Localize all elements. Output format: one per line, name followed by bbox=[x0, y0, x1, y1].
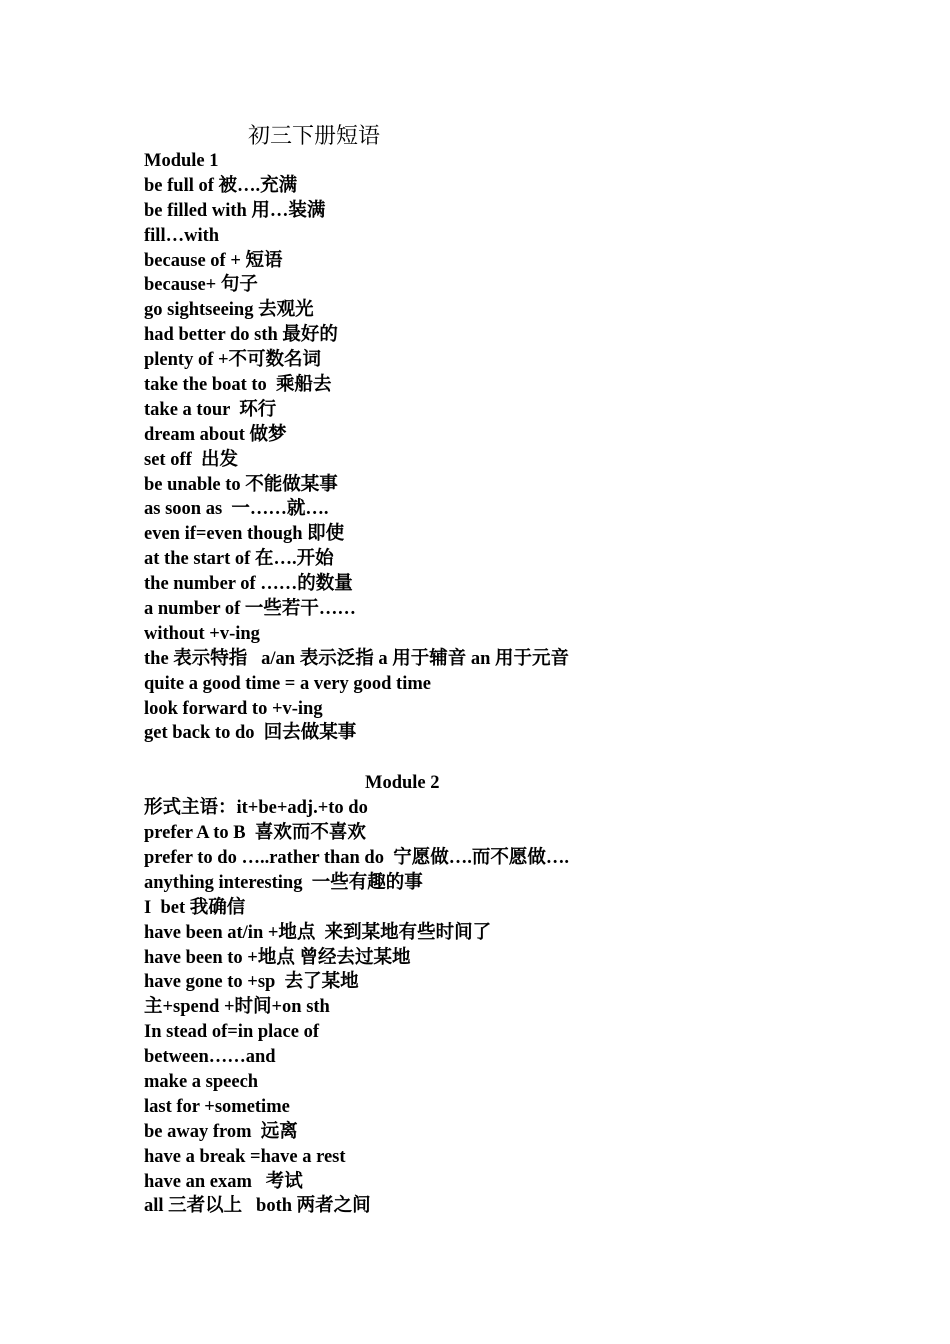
phrase-line: have been to +地点 曾经去过某地 bbox=[144, 947, 411, 968]
phrase-line: be full of 被….充满 bbox=[144, 175, 298, 196]
document-title: 初三下册短语 bbox=[248, 123, 381, 148]
phrase-line: be filled with 用…装满 bbox=[144, 200, 326, 221]
phrase-line: even if=even though 即使 bbox=[144, 524, 345, 545]
phrase-line: without +v-ing bbox=[144, 623, 260, 644]
phrase-line: I bet 我确信 bbox=[144, 897, 246, 918]
phrase-line: go sightseeing 去观光 bbox=[144, 300, 314, 321]
phrase-line: because+ 句子 bbox=[144, 275, 258, 296]
phrase-line: a number of 一些若干…… bbox=[144, 599, 356, 620]
phrase-line: the 表示特指 a/an 表示泛指 a 用于辅音 an 用于元音 bbox=[144, 648, 570, 669]
phrase-line: because of + 短语 bbox=[144, 250, 283, 271]
phrase-line: have been at/in +地点 来到某地有些时间了 bbox=[144, 922, 492, 943]
phrase-line: dream about 做梦 bbox=[144, 424, 287, 445]
module-2-heading: Module 2 bbox=[365, 773, 440, 794]
phrase-line: In stead of=in place of bbox=[144, 1022, 319, 1043]
phrase-line: plenty of +不可数名词 bbox=[144, 350, 322, 371]
phrase-line: the number of ……的数量 bbox=[144, 574, 353, 595]
phrase-line: prefer A to B 喜欢而不喜欢 bbox=[144, 823, 366, 844]
phrase-line: have an exam 考试 bbox=[144, 1171, 303, 1192]
phrase-line: 形式主语：it+be+adj.+to do bbox=[144, 798, 368, 819]
phrase-line: make a speech bbox=[144, 1071, 259, 1092]
phrase-line: quite a good time = a very good time bbox=[144, 673, 431, 694]
phrase-line: get back to do 回去做某事 bbox=[144, 723, 357, 744]
phrase-line: have gone to +sp 去了某地 bbox=[144, 972, 359, 993]
phrase-line: had better do sth 最好的 bbox=[144, 325, 338, 346]
phrase-line: have a break =have a rest bbox=[144, 1146, 346, 1167]
phrase-line: take a tour 环行 bbox=[144, 399, 277, 420]
phrase-line: fill…with bbox=[144, 225, 220, 246]
phrase-line: take the boat to 乘船去 bbox=[144, 375, 332, 396]
phrase-line: at the start of 在….开始 bbox=[144, 549, 334, 570]
phrase-line: last for +sometime bbox=[144, 1096, 290, 1117]
phrase-line: look forward to +v-ing bbox=[144, 698, 323, 719]
blank-line bbox=[144, 746, 904, 771]
phrase-line: between……and bbox=[144, 1047, 276, 1068]
phrase-list bbox=[144, 149, 904, 1219]
phrase-line: anything interesting 一些有趣的事 bbox=[144, 872, 423, 893]
phrase-line: be away from 远离 bbox=[144, 1121, 298, 1142]
phrase-line: prefer to do …..rather than do 宁愿做….而不愿做…. bbox=[144, 847, 569, 868]
phrase-line: be unable to 不能做某事 bbox=[144, 474, 338, 495]
phrase-line: set off 出发 bbox=[144, 449, 239, 470]
module-1-heading: Module 1 bbox=[144, 151, 219, 171]
phrase-line: 主+spend +时间+on sth bbox=[144, 997, 330, 1018]
phrase-line: as soon as 一……就…. bbox=[144, 499, 329, 520]
phrase-line: all 三者以上 both 两者之间 bbox=[144, 1196, 371, 1217]
